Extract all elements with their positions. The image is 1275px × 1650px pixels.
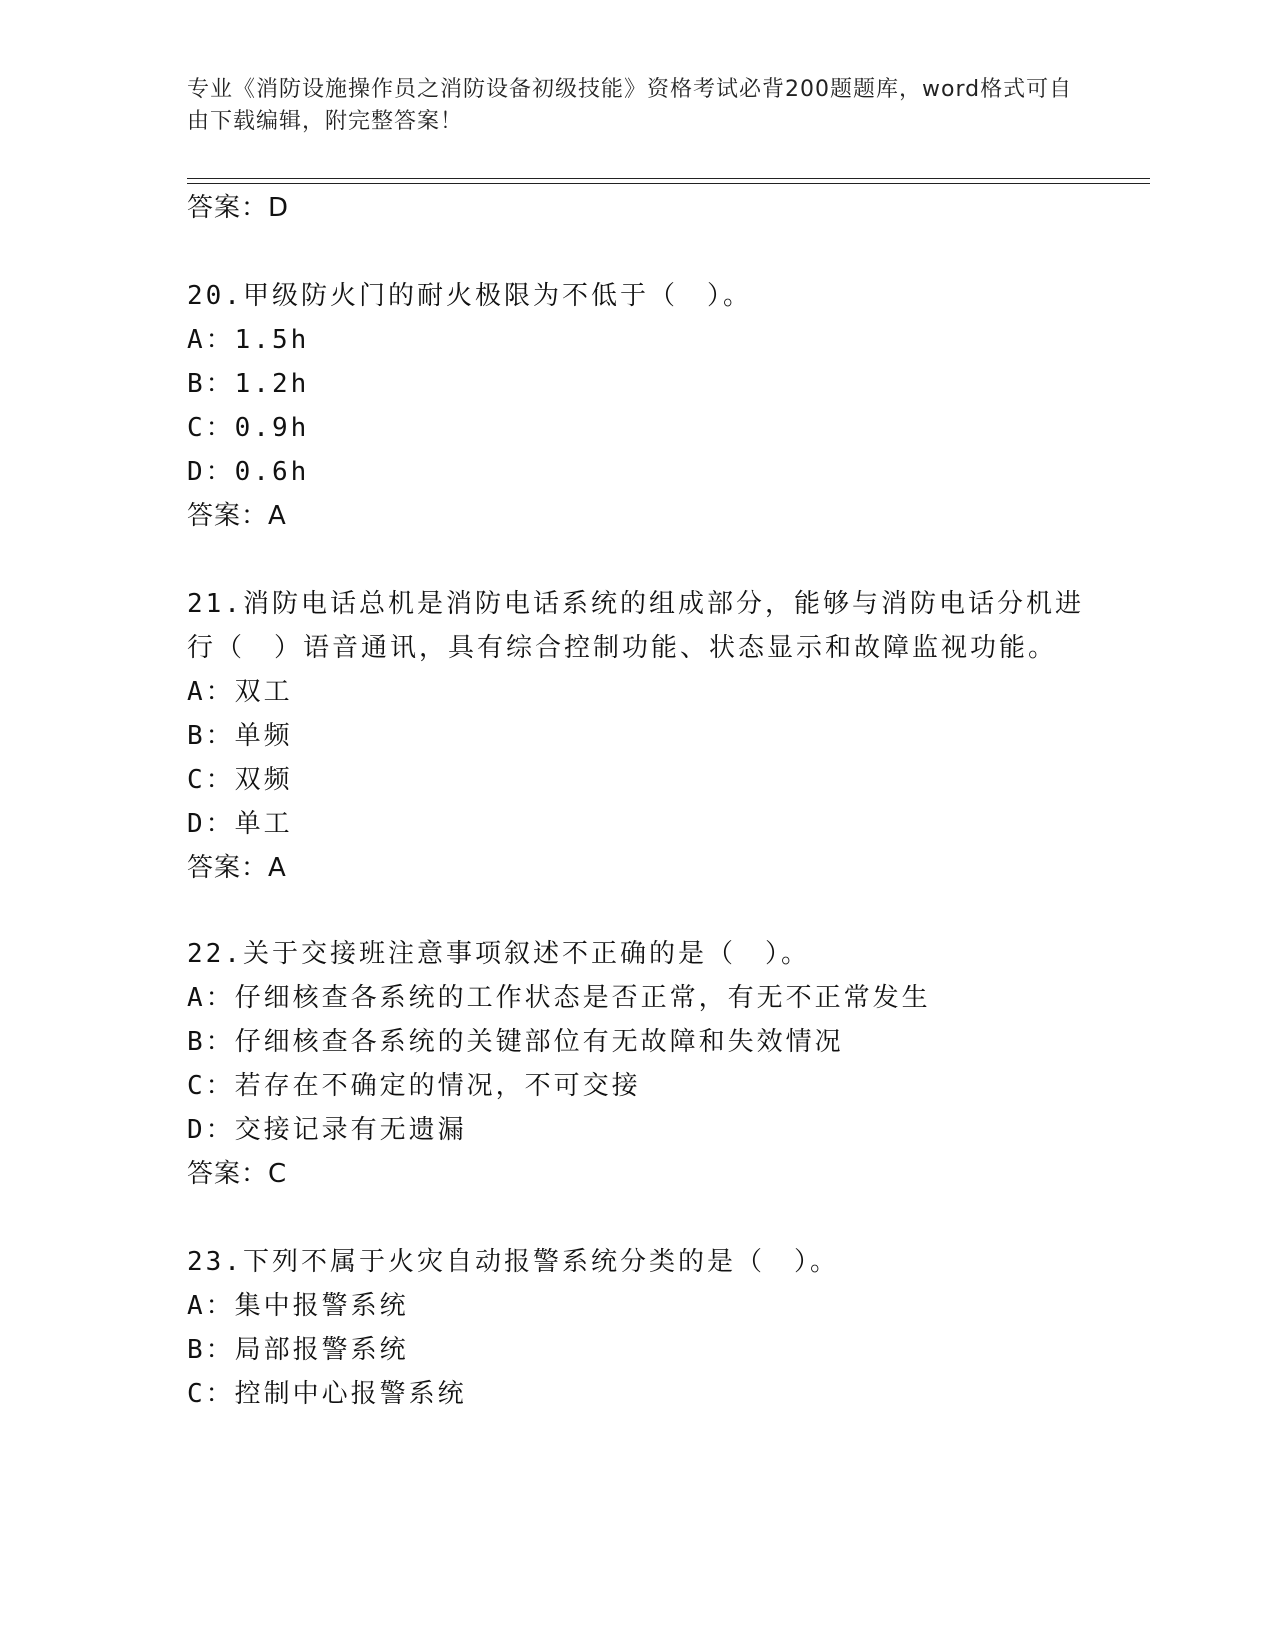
question-22-option-b: B：仔细核查各系统的关键部位有无故障和失效情况 [187,1027,844,1057]
question-20-option-c: C：0.9h [187,413,310,443]
question-21-option-d: D：单工 [187,809,293,839]
question-22-option-d: D：交接记录有无遗漏 [187,1115,467,1145]
question-21-option-c: C：双频 [187,765,293,795]
question-20-option-a: A：1.5h [187,325,310,355]
answer-19: 答案：D [187,193,290,223]
answer-20: 答案：A [187,501,287,531]
question-20-option-d: D：0.6h [187,457,310,487]
header-divider-bottom [187,183,1150,184]
question-21-stem-line1: 21.消防电话总机是消防电话系统的组成部分，能够与消防电话分机进 [187,589,1084,619]
answer-21: 答案：A [187,853,287,883]
header-divider-top [187,178,1150,179]
question-20-option-b: B：1.2h [187,369,310,399]
question-22-option-a: A：仔细核查各系统的工作状态是否正常，有无不正常发生 [187,983,931,1013]
question-21-stem-line2: 行（ ）语音通讯，具有综合控制功能、状态显示和故障监视功能。 [187,633,1058,663]
question-22-option-c: C：若存在不确定的情况，不可交接 [187,1071,641,1101]
question-23-option-b: B：局部报警系统 [187,1335,409,1365]
question-23-option-a: A：集中报警系统 [187,1291,409,1321]
question-21-option-a: A：双工 [187,677,293,707]
question-21-option-b: B：单频 [187,721,293,751]
question-23-stem: 23.下列不属于火灾自动报警系统分类的是（ ）。 [187,1247,839,1277]
question-23-option-c: C：控制中心报警系统 [187,1379,467,1409]
document-header: 专业《消防设施操作员之消防设备初级技能》资格考试必背200题题库，word格式可自由下载编辑，附完整答案！ [187,77,1073,134]
question-20-stem: 20.甲级防火门的耐火极限为不低于（ ）。 [187,281,752,311]
answer-22: 答案：C [187,1159,288,1189]
question-22-stem: 22.关于交接班注意事项叙述不正确的是（ ）。 [187,939,810,969]
